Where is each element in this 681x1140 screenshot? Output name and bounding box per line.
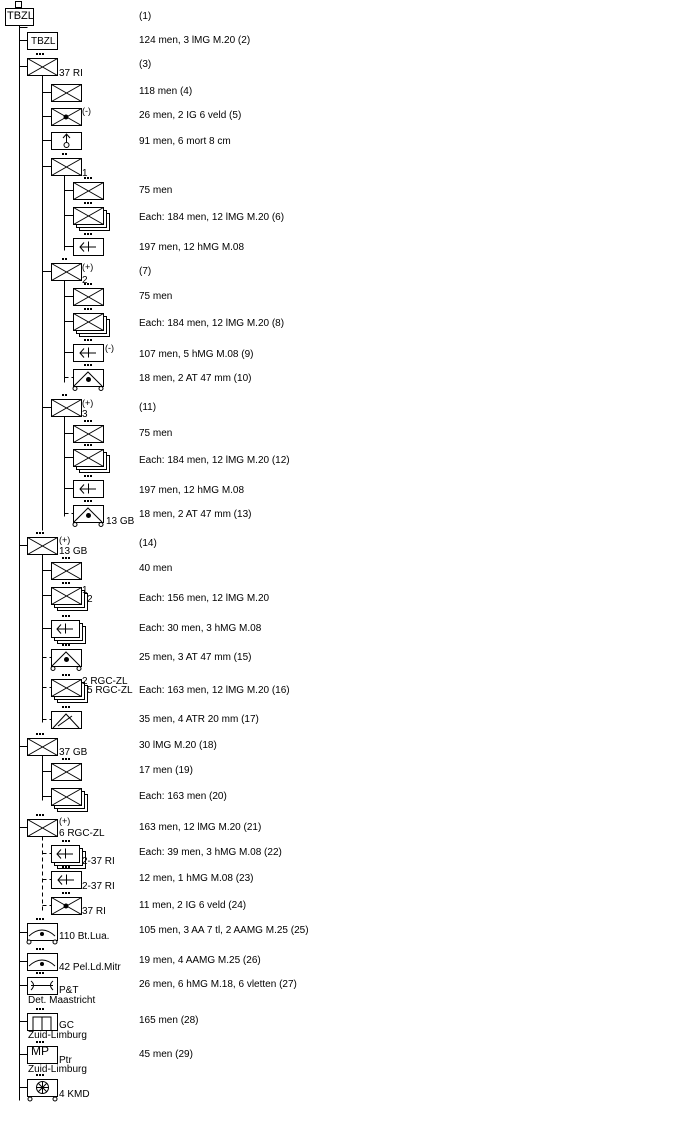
size-dot xyxy=(68,557,70,559)
at-dot xyxy=(86,377,91,382)
unit-desc: 40 men xyxy=(139,563,173,574)
size-dot xyxy=(68,706,70,708)
unit-desc: 19 men, 4 AAMG M.25 (26) xyxy=(139,955,261,966)
size-dot xyxy=(62,153,64,155)
stacked-unit-symbol xyxy=(52,846,86,869)
size-dot xyxy=(87,339,89,341)
unit-label: 6 RGC-ZL xyxy=(59,828,105,839)
unit-size-dots xyxy=(36,814,44,816)
unit-desc: Each: 184 men, 12 lMG M.20 (8) xyxy=(139,318,285,329)
size-dot xyxy=(65,840,67,842)
size-dot xyxy=(39,733,41,735)
unit-symbol xyxy=(52,898,82,915)
unit-size-dots xyxy=(36,1041,44,1043)
size-dot xyxy=(39,53,41,55)
unit-symbol xyxy=(28,538,58,555)
unit-size-dots xyxy=(36,532,44,534)
root-note: (1) xyxy=(139,11,152,22)
unit-label: 1 xyxy=(82,585,88,596)
unit-desc: 105 men, 3 AA 7 tl, 2 AAMG M.25 (25) xyxy=(139,925,309,936)
unit-desc: 12 men, 1 hMG M.08 (23) xyxy=(139,873,254,884)
size-dot xyxy=(87,475,89,477)
size-dot xyxy=(42,918,44,920)
unit-size-dots xyxy=(62,153,67,155)
unit-label-2: 5 RGC-ZL xyxy=(87,685,133,696)
size-dot xyxy=(68,892,70,894)
size-dot xyxy=(84,308,86,310)
unit-desc: 45 men (29) xyxy=(139,1049,193,1060)
unit-label: 42 Pel.Ld.Mitr xyxy=(59,962,121,973)
unit-symbol xyxy=(73,506,104,527)
size-dot xyxy=(42,733,44,735)
size-dot xyxy=(90,177,92,179)
unit-size-dots xyxy=(62,615,70,617)
size-dot xyxy=(39,918,41,920)
unit-symbol xyxy=(28,820,58,837)
unit-desc: 30 lMG M.20 (18) xyxy=(139,740,217,751)
wheel xyxy=(99,387,103,391)
size-dot xyxy=(62,258,64,260)
unit-desc: 75 men xyxy=(139,185,173,196)
unit-symbol xyxy=(28,739,58,756)
regiment-symbol xyxy=(28,59,58,76)
size-dot xyxy=(36,733,38,735)
unit-desc: Each: 30 men, 3 hMG M.08 xyxy=(139,623,262,634)
size-dot xyxy=(65,758,67,760)
unit-desc: Each: 184 men, 12 lMG M.20 (12) xyxy=(139,455,290,466)
size-dot xyxy=(68,582,70,584)
unit-desc: 197 men, 12 hMG M.08 xyxy=(139,485,245,496)
unit-size-dots xyxy=(84,364,92,366)
aamg-symbol xyxy=(28,954,58,971)
unit-qualifier: (+) xyxy=(82,262,94,272)
unit-desc: 26 men, 2 IG 6 veld (5) xyxy=(139,110,242,121)
unit-symbol xyxy=(52,264,82,281)
unit-label-2: 2 xyxy=(87,594,93,605)
size-dot xyxy=(39,972,41,974)
unit-label: 2-37 RI xyxy=(82,881,115,892)
unit-symbol xyxy=(74,481,104,498)
unit-symbol xyxy=(74,289,104,306)
wheel xyxy=(73,387,77,391)
size-dot xyxy=(84,339,86,341)
unit-desc: 18 men, 2 AT 47 mm (13) xyxy=(139,509,252,520)
unit-symbol xyxy=(52,764,82,781)
size-dot xyxy=(62,394,64,396)
size-dot xyxy=(39,1008,41,1010)
size-dot xyxy=(87,500,89,502)
unit-qualifier: (-) xyxy=(82,106,91,116)
unit-size-dots xyxy=(62,258,67,260)
unit-desc: 17 men (19) xyxy=(139,765,193,776)
size-dot xyxy=(36,918,38,920)
unit-size-dots xyxy=(84,444,92,446)
size-dot xyxy=(90,364,92,366)
unit-size-dots xyxy=(36,53,44,55)
size-dot xyxy=(65,394,67,396)
size-dot xyxy=(87,364,89,366)
unit-desc: 75 men xyxy=(139,428,173,439)
root-label: TBZL xyxy=(7,10,34,22)
size-dot xyxy=(90,475,92,477)
size-dot xyxy=(90,283,92,285)
unit-desc: 197 men, 12 hMG M.08 xyxy=(139,242,245,253)
wheel xyxy=(53,1097,57,1101)
at-dot xyxy=(64,657,69,662)
size-dot xyxy=(36,948,38,950)
gun-dot xyxy=(64,115,69,120)
unit-size-dots xyxy=(84,233,92,235)
unit-label: 13 GB xyxy=(106,516,135,527)
size-dot xyxy=(68,840,70,842)
unit-desc: 91 men, 6 mort 8 cm xyxy=(139,136,231,147)
size-dot xyxy=(62,840,64,842)
size-dot xyxy=(62,615,64,617)
size-dot xyxy=(90,420,92,422)
size-dot xyxy=(84,500,86,502)
pontoon-symbol xyxy=(28,978,58,995)
stacked-unit-symbol xyxy=(52,621,86,644)
size-dot xyxy=(65,892,67,894)
size-dot xyxy=(90,339,92,341)
size-dot xyxy=(90,308,92,310)
unit-label-2: Det. Maastricht xyxy=(28,995,96,1006)
unit-size-dots xyxy=(62,866,70,868)
size-dot xyxy=(87,420,89,422)
stacked-unit-symbol xyxy=(74,314,110,337)
unit-size-dots xyxy=(84,500,92,502)
unit-desc: 165 men (28) xyxy=(139,1015,199,1026)
unit-label: 13 GB xyxy=(59,546,88,557)
size-dot xyxy=(62,758,64,760)
unit-label: 37 RI xyxy=(59,68,83,79)
unit-desc: 35 men, 4 ATR 20 mm (17) xyxy=(139,714,259,725)
size-dot xyxy=(90,202,92,204)
stacked-unit-symbol xyxy=(52,789,88,812)
size-dot xyxy=(84,364,86,366)
unit-symbol xyxy=(52,400,82,417)
wheel xyxy=(77,667,81,671)
size-dot xyxy=(65,582,67,584)
unit-symbol xyxy=(52,872,82,889)
size-dot xyxy=(36,814,38,816)
size-dot xyxy=(62,892,64,894)
symbol-text: TBZL xyxy=(31,36,56,47)
gun-dot xyxy=(64,904,69,909)
unit-size-dots xyxy=(62,557,70,559)
size-dot xyxy=(65,557,67,559)
size-dot xyxy=(39,814,41,816)
size-dot xyxy=(62,557,64,559)
size-dot xyxy=(90,444,92,446)
unit-size-dots xyxy=(36,918,44,920)
unit-label: 37 RI xyxy=(82,906,106,917)
unit-size-dots xyxy=(84,420,92,422)
size-dot xyxy=(42,814,44,816)
size-dot xyxy=(42,1008,44,1010)
unit-label: 2-37 RI xyxy=(82,856,115,867)
unit-symbol xyxy=(52,85,82,102)
size-dot xyxy=(87,444,89,446)
size-dot xyxy=(84,444,86,446)
stacked-unit-symbol xyxy=(74,208,110,231)
unit-symbol xyxy=(52,712,82,729)
unit-size-dots xyxy=(62,892,70,894)
size-dot xyxy=(42,53,44,55)
unit-size-dots xyxy=(36,733,44,735)
aa-battery-symbol xyxy=(27,924,58,945)
size-dot xyxy=(68,866,70,868)
unit-label: 3 xyxy=(82,409,88,420)
unit-size-dots xyxy=(84,339,92,341)
unit-desc: 124 men, 3 lMG M.20 (2) xyxy=(139,35,251,46)
unit-desc: 118 men (4) xyxy=(139,86,193,97)
aa-dot xyxy=(40,962,44,966)
size-dot xyxy=(84,420,86,422)
unit-symbol xyxy=(52,109,82,126)
unit-size-dots xyxy=(62,674,70,676)
size-dot xyxy=(36,1041,38,1043)
size-dot xyxy=(62,706,64,708)
size-dot xyxy=(62,582,64,584)
size-dot xyxy=(62,866,64,868)
unit-size-dots xyxy=(84,202,92,204)
unit-desc: Each: 163 men (20) xyxy=(139,791,227,802)
unit-desc: Each: 163 men, 12 lMG M.20 (16) xyxy=(139,685,290,696)
size-dot xyxy=(39,532,41,534)
mortar-base xyxy=(64,143,69,148)
size-dot xyxy=(90,500,92,502)
unit-label: GC xyxy=(59,1020,74,1031)
unit-desc: 25 men, 3 AT 47 mm (15) xyxy=(139,652,252,663)
mortar-symbol xyxy=(52,133,82,150)
size-dot xyxy=(65,866,67,868)
symbol-frame xyxy=(28,924,58,941)
size-dot xyxy=(68,758,70,760)
unit-symbol xyxy=(74,426,104,443)
size-dot xyxy=(62,674,64,676)
gc-symbol xyxy=(28,1014,58,1031)
size-dot xyxy=(36,972,38,974)
size-dot xyxy=(87,202,89,204)
unit-label: 4 KMD xyxy=(59,1089,90,1100)
size-dot xyxy=(87,308,89,310)
unit-size-dots xyxy=(84,475,92,477)
symbol-frame xyxy=(28,954,58,971)
size-dot xyxy=(39,1041,41,1043)
unit-size-dots xyxy=(62,394,67,396)
unit-desc: 163 men, 12 lMG M.20 (21) xyxy=(139,822,262,833)
size-dot xyxy=(42,972,44,974)
unit-desc: 107 men, 5 hMG M.08 (9) xyxy=(139,349,254,360)
stacked-unit-symbol xyxy=(74,450,110,473)
unit-label: Ptr xyxy=(59,1055,72,1066)
size-dot xyxy=(65,615,67,617)
unit-size-dots xyxy=(36,948,44,950)
unit-qualifier: (+) xyxy=(59,816,71,826)
unit-label-2: Zuid-Limburg xyxy=(28,1030,87,1041)
unit-label: P&T xyxy=(59,985,79,996)
at-dot xyxy=(86,513,91,518)
size-dot xyxy=(65,706,67,708)
size-dot xyxy=(42,1041,44,1043)
wheel xyxy=(27,940,31,944)
unit-desc: 11 men, 2 IG 6 veld (24) xyxy=(139,900,247,911)
unit-symbol xyxy=(74,183,104,200)
wheel xyxy=(53,940,57,944)
unit-size-dots xyxy=(62,644,70,646)
unit-desc: (3) xyxy=(139,59,152,70)
unit-size-dots xyxy=(62,758,70,760)
unit-size-dots xyxy=(62,582,70,584)
unit-size-dots xyxy=(62,706,70,708)
size-dot xyxy=(87,233,89,235)
unit-label: 110 Bt.Lua. xyxy=(59,931,110,942)
hq-flag xyxy=(16,2,22,8)
unit-size-dots xyxy=(36,972,44,974)
wheel xyxy=(99,523,103,527)
unit-label-2: Zuid-Limburg xyxy=(28,1064,87,1075)
size-dot xyxy=(42,532,44,534)
size-dot xyxy=(84,475,86,477)
unit-desc: 26 men, 6 hMG M.18, 6 vletten (27) xyxy=(139,979,297,990)
size-dot xyxy=(39,948,41,950)
size-dot xyxy=(65,644,67,646)
unit-size-dots xyxy=(36,1008,44,1010)
unit-symbol xyxy=(52,159,82,176)
size-dot xyxy=(68,674,70,676)
unit-qualifier: (+) xyxy=(82,398,94,408)
unit-symbol xyxy=(73,370,104,391)
aa-dot xyxy=(40,932,44,936)
size-dot xyxy=(36,1008,38,1010)
unit-desc: Each: 184 men, 12 lMG M.20 (6) xyxy=(139,212,285,223)
unit-symbol xyxy=(74,239,104,256)
unit-size-dots xyxy=(62,840,70,842)
size-dot xyxy=(36,53,38,55)
unit-desc: (11) xyxy=(139,402,157,413)
unit-label: 37 GB xyxy=(59,747,88,758)
unit-label: 2 xyxy=(82,275,88,286)
unit-label: 2 RGC-ZL xyxy=(82,676,128,687)
size-dot xyxy=(42,948,44,950)
unit-desc: (14) xyxy=(139,538,157,549)
size-dot xyxy=(62,644,64,646)
size-dot xyxy=(84,202,86,204)
unit-desc: Each: 156 men, 12 lMG M.20 xyxy=(139,593,270,604)
size-dot xyxy=(65,153,67,155)
wheel xyxy=(51,667,55,671)
unit-qualifier: (-) xyxy=(105,343,114,353)
size-dot xyxy=(65,674,67,676)
size-dot xyxy=(84,233,86,235)
unit-desc: 75 men xyxy=(139,291,173,302)
size-dot xyxy=(65,258,67,260)
size-dot xyxy=(90,233,92,235)
unit-qualifier: (+) xyxy=(59,535,71,545)
wheel xyxy=(28,1097,32,1101)
size-dot xyxy=(68,644,70,646)
symbol-text-mp: MP xyxy=(31,1044,49,1058)
unit-symbol xyxy=(74,345,104,362)
unit-desc: (7) xyxy=(139,266,152,277)
unit-symbol xyxy=(51,650,82,671)
unit-label: 1 xyxy=(82,168,88,179)
unit-symbol xyxy=(52,563,82,580)
kmd-symbol xyxy=(28,1080,58,1102)
wheel xyxy=(73,523,77,527)
unit-size-dots xyxy=(84,308,92,310)
size-dot xyxy=(36,532,38,534)
size-dot xyxy=(68,615,70,617)
unit-desc: Each: 39 men, 3 hMG M.08 (22) xyxy=(139,847,282,858)
unit-desc: 18 men, 2 AT 47 mm (10) xyxy=(139,373,252,384)
